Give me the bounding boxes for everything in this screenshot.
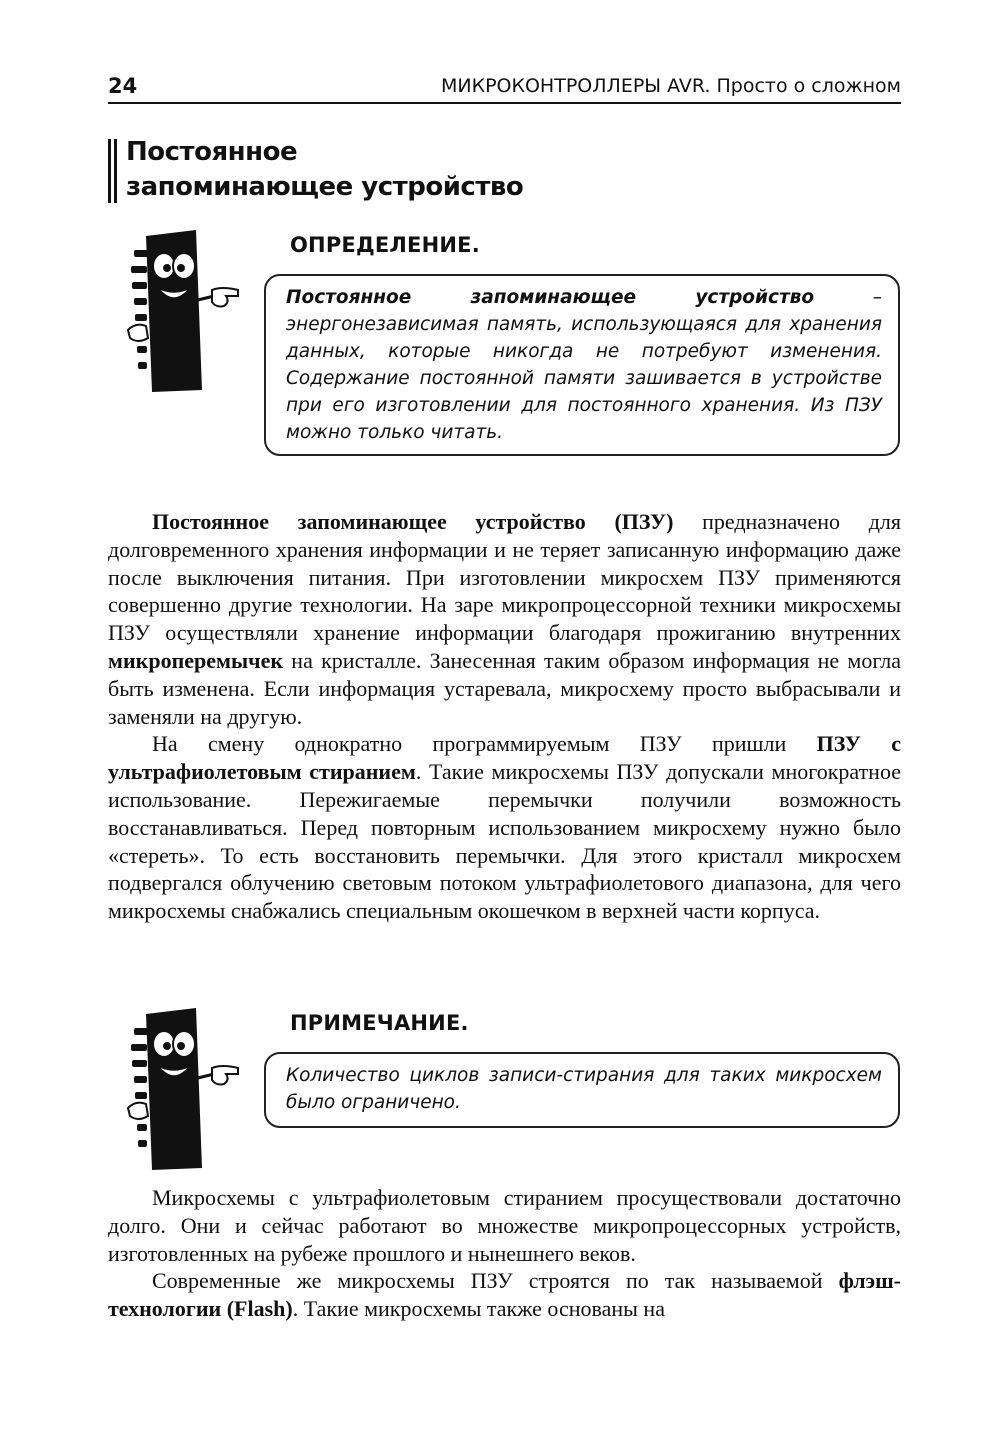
body-text-block-2 xyxy=(108,1184,901,1323)
section-title xyxy=(126,135,523,205)
definition-label: ОПРЕДЕЛЕНИЕ. xyxy=(290,233,480,257)
paragraph-4-text-b: . Такие микросхемы также основаны на xyxy=(292,1296,665,1322)
paragraph-2-text-b: . Такие микросхемы ПЗУ допускали многократное использование. Пережигаемые перемычки получили возможность восстанавливаться. Перед повторным использованием микросхему нужно было «стереть». То есть восстановить перемычки. Для этого кристалл микросхем подвергался облучению световым потоком ультрафиолетового диапазона, для чего микросхемы снабжались специальным окошечком в верхней части корпуса. xyxy=(108,759,901,924)
paragraph-1-text-a: предназначено для долговременного хранения информации и не теряет записанную информацию даже после выключения питания. При изготовлении микросхем ПЗУ применяются совершенно другие технологии. На заре микропроцессорной техники микросхемы ПЗУ осуществляли хранение информации благодаря прожиганию внутренних xyxy=(108,509,901,646)
page-number: 24 xyxy=(108,74,138,98)
paragraph-2-bold-term: ПЗУ с ультрафиолетовым стиранием xyxy=(108,731,901,785)
paragraph-1-bold-term: микроперемычек xyxy=(108,647,284,673)
note-label: ПРИМЕЧАНИЕ. xyxy=(290,1011,469,1035)
running-header xyxy=(108,74,901,104)
paragraph-1 xyxy=(108,508,901,730)
paragraph-1-bold-start: Постоянное запоминающее устройство (ПЗУ) xyxy=(152,509,674,534)
note-box xyxy=(264,1052,900,1128)
section-title-line2: запоминающее устройство xyxy=(126,172,524,202)
paragraph-2 xyxy=(108,730,901,925)
definition-text: – энергонезависимая память, использующаяся для хранения данных, которые никогда не потребуют изменения. Содержание постоянной памяти зашивается в устройстве при его изготовлении для постоянного хранения. Из ПЗУ можно только читать. xyxy=(286,287,882,443)
section-heading xyxy=(108,135,708,207)
paragraph-2-text-a: На смену однократно программируемым ПЗУ пришли xyxy=(152,731,817,757)
section-title-line1: Постоянное xyxy=(126,137,298,167)
chip-mascot-icon xyxy=(126,226,244,396)
body-text-block-1 xyxy=(108,508,901,925)
heading-bar-decoration xyxy=(108,139,118,203)
paragraph-4 xyxy=(108,1267,901,1323)
definition-term: Постоянное запоминающее устройство xyxy=(286,287,815,308)
book-title: МИКРОКОНТРОЛЛЕРЫ AVR. Просто о сложном xyxy=(440,75,901,97)
definition-box xyxy=(264,274,900,456)
paragraph-3 xyxy=(108,1184,901,1267)
paragraph-4-bold-term: флэш-технологии (Flash) xyxy=(108,1268,901,1322)
paragraph-1-text-b: на кристалле. Занесенная таким образом информация не могла быть изменена. Если информация устаревала, микросхему просто выбрасывали и заменяли на другую. xyxy=(108,647,901,729)
paragraph-4-text-a: Современные же микросхемы ПЗУ строятся по так называемой xyxy=(152,1268,839,1294)
chip-mascot-icon xyxy=(126,1004,244,1174)
paragraph-3-text: Микросхемы с ультрафиолетовым стиранием просуществовали достаточно долго. Они и сейчас работают во множестве микропроцессорных устройств, изготовленных на рубеже прошлого и нынешнего веков. xyxy=(108,1185,901,1266)
note-text: Количество циклов записи-стирания для таких микросхем было ограничено. xyxy=(286,1065,882,1113)
